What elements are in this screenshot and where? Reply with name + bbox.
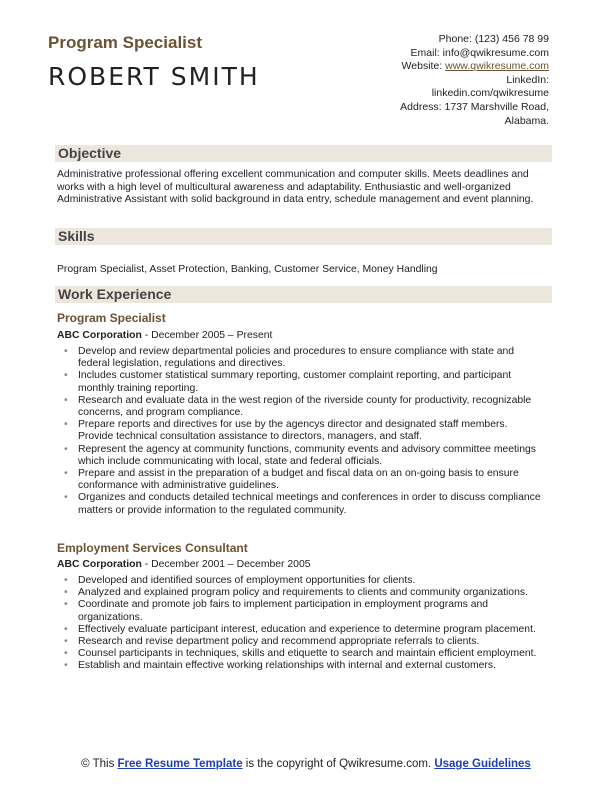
experience-title: Work Experience [58,286,172,302]
job-bullet-list [57,346,545,517]
contact-email: Email: info@qwikresume.com [410,46,549,59]
list-item: • Counsel participants in techniques, skills and etiquette to search and maintain efficient employment. [57,648,545,660]
website-link[interactable]: www.qwikresume.com [445,60,549,73]
job-company-line [57,330,272,341]
contact-address-line2: Alabama. [504,114,549,127]
candidate-name: ROBERT SMITH [48,62,260,91]
job-title-heading: Program Specialist [48,33,203,52]
objective-text: Administrative professional offering excellent communication and computer skills. Meets deadlines and works with a high level of multicultural awareness and adaptability. Enthusiastic and well-organized Administrative Assistant with solid background in data entry, schedule management and event planning. [57,169,534,206]
contact-phone: Phone: (123) 456 78 99 [438,33,549,45]
list-item: • Includes customer statistical summary reporting, customer complaint reporting, and participant monthly training reporting. [57,370,545,394]
objective-title: Objective [58,145,122,161]
list-item: • Developed and identified sources of employment opportunities for clients. [57,575,545,587]
list-item: • Research and evaluate data in the west region of the riverside county for productivity, recognizable concerns, and program compliance. [57,395,545,419]
list-item: • Prepare reports and directives for use by the agencys director and designated staff members. Provide technical consultation assistance to directors, managers, and staff. [57,419,545,443]
list-item: • Effectively evaluate participant interest, education and experience to determine program placement. [57,624,545,636]
copyright-footer: © This Free Resume Template is the copyright of Qwikresume.com. Usage Guidelines [81,758,531,770]
job-role-title: Employment Services Consultant [57,541,248,555]
job-dates: - December 2005 – Present [141,330,273,341]
skills-section-bar [55,228,552,245]
contact-block [400,33,549,128]
phone-value: (123) 456 78 99 [474,33,549,45]
job-dates: - December 2001 – December 2005 [141,559,311,570]
list-item: • Establish and maintain effective working relationships with internal and external customers. [57,660,545,672]
skills-title: Skills [58,228,95,244]
list-item: • Research and revise department policy and recommend appropriate referrals to clients. [57,636,545,648]
contact-linkedin-label: LinkedIn: [506,73,549,86]
list-item: • Develop and review departmental policies and procedures to ensure compliance with state and federal legislation, regulations and directives. [57,346,545,370]
usage-guidelines-link[interactable]: Usage Guidelines [434,758,531,770]
job-role-title: Program Specialist [57,311,166,325]
list-item: • Prepare and assist in the preparation of a budget and fiscal data on an on-going basis to ensure conformance with administrative guidelines. [57,468,545,492]
free-resume-template-link[interactable]: Free Resume Template [117,758,243,770]
contact-website: Website: www.qwikresume.com [401,60,549,73]
list-item: • Coordinate and promote job fairs to implement participation in employment programs and organizations. [57,599,545,623]
contact-address: Address: 1737 Marshville Road, [400,100,549,113]
email-value: info@qwikresume.com [442,46,549,59]
list-item: • Organizes and conducts detailed technical meetings and conferences in order to discuss compliance matters or provide information to the regulated community. [57,492,545,516]
list-item: • Represent the agency at community functions, community events and advisory committee meetings which include communicating with local, state and federal officials. [57,444,545,468]
company-name: ABC Corporation [57,559,142,570]
job-company-line [57,559,311,570]
objective-section-bar [55,145,552,162]
contact-linkedin: linkedin.com/qwikresume [431,87,549,100]
skills-text: Program Specialist, Asset Protection, Banking, Customer Service, Money Handling [57,264,438,275]
job-bullet-list [57,575,545,673]
list-item: • Analyzed and explained program policy and requirements to clients and community organizations. [57,587,545,599]
experience-section-bar [55,286,552,303]
company-name: ABC Corporation [57,330,142,341]
